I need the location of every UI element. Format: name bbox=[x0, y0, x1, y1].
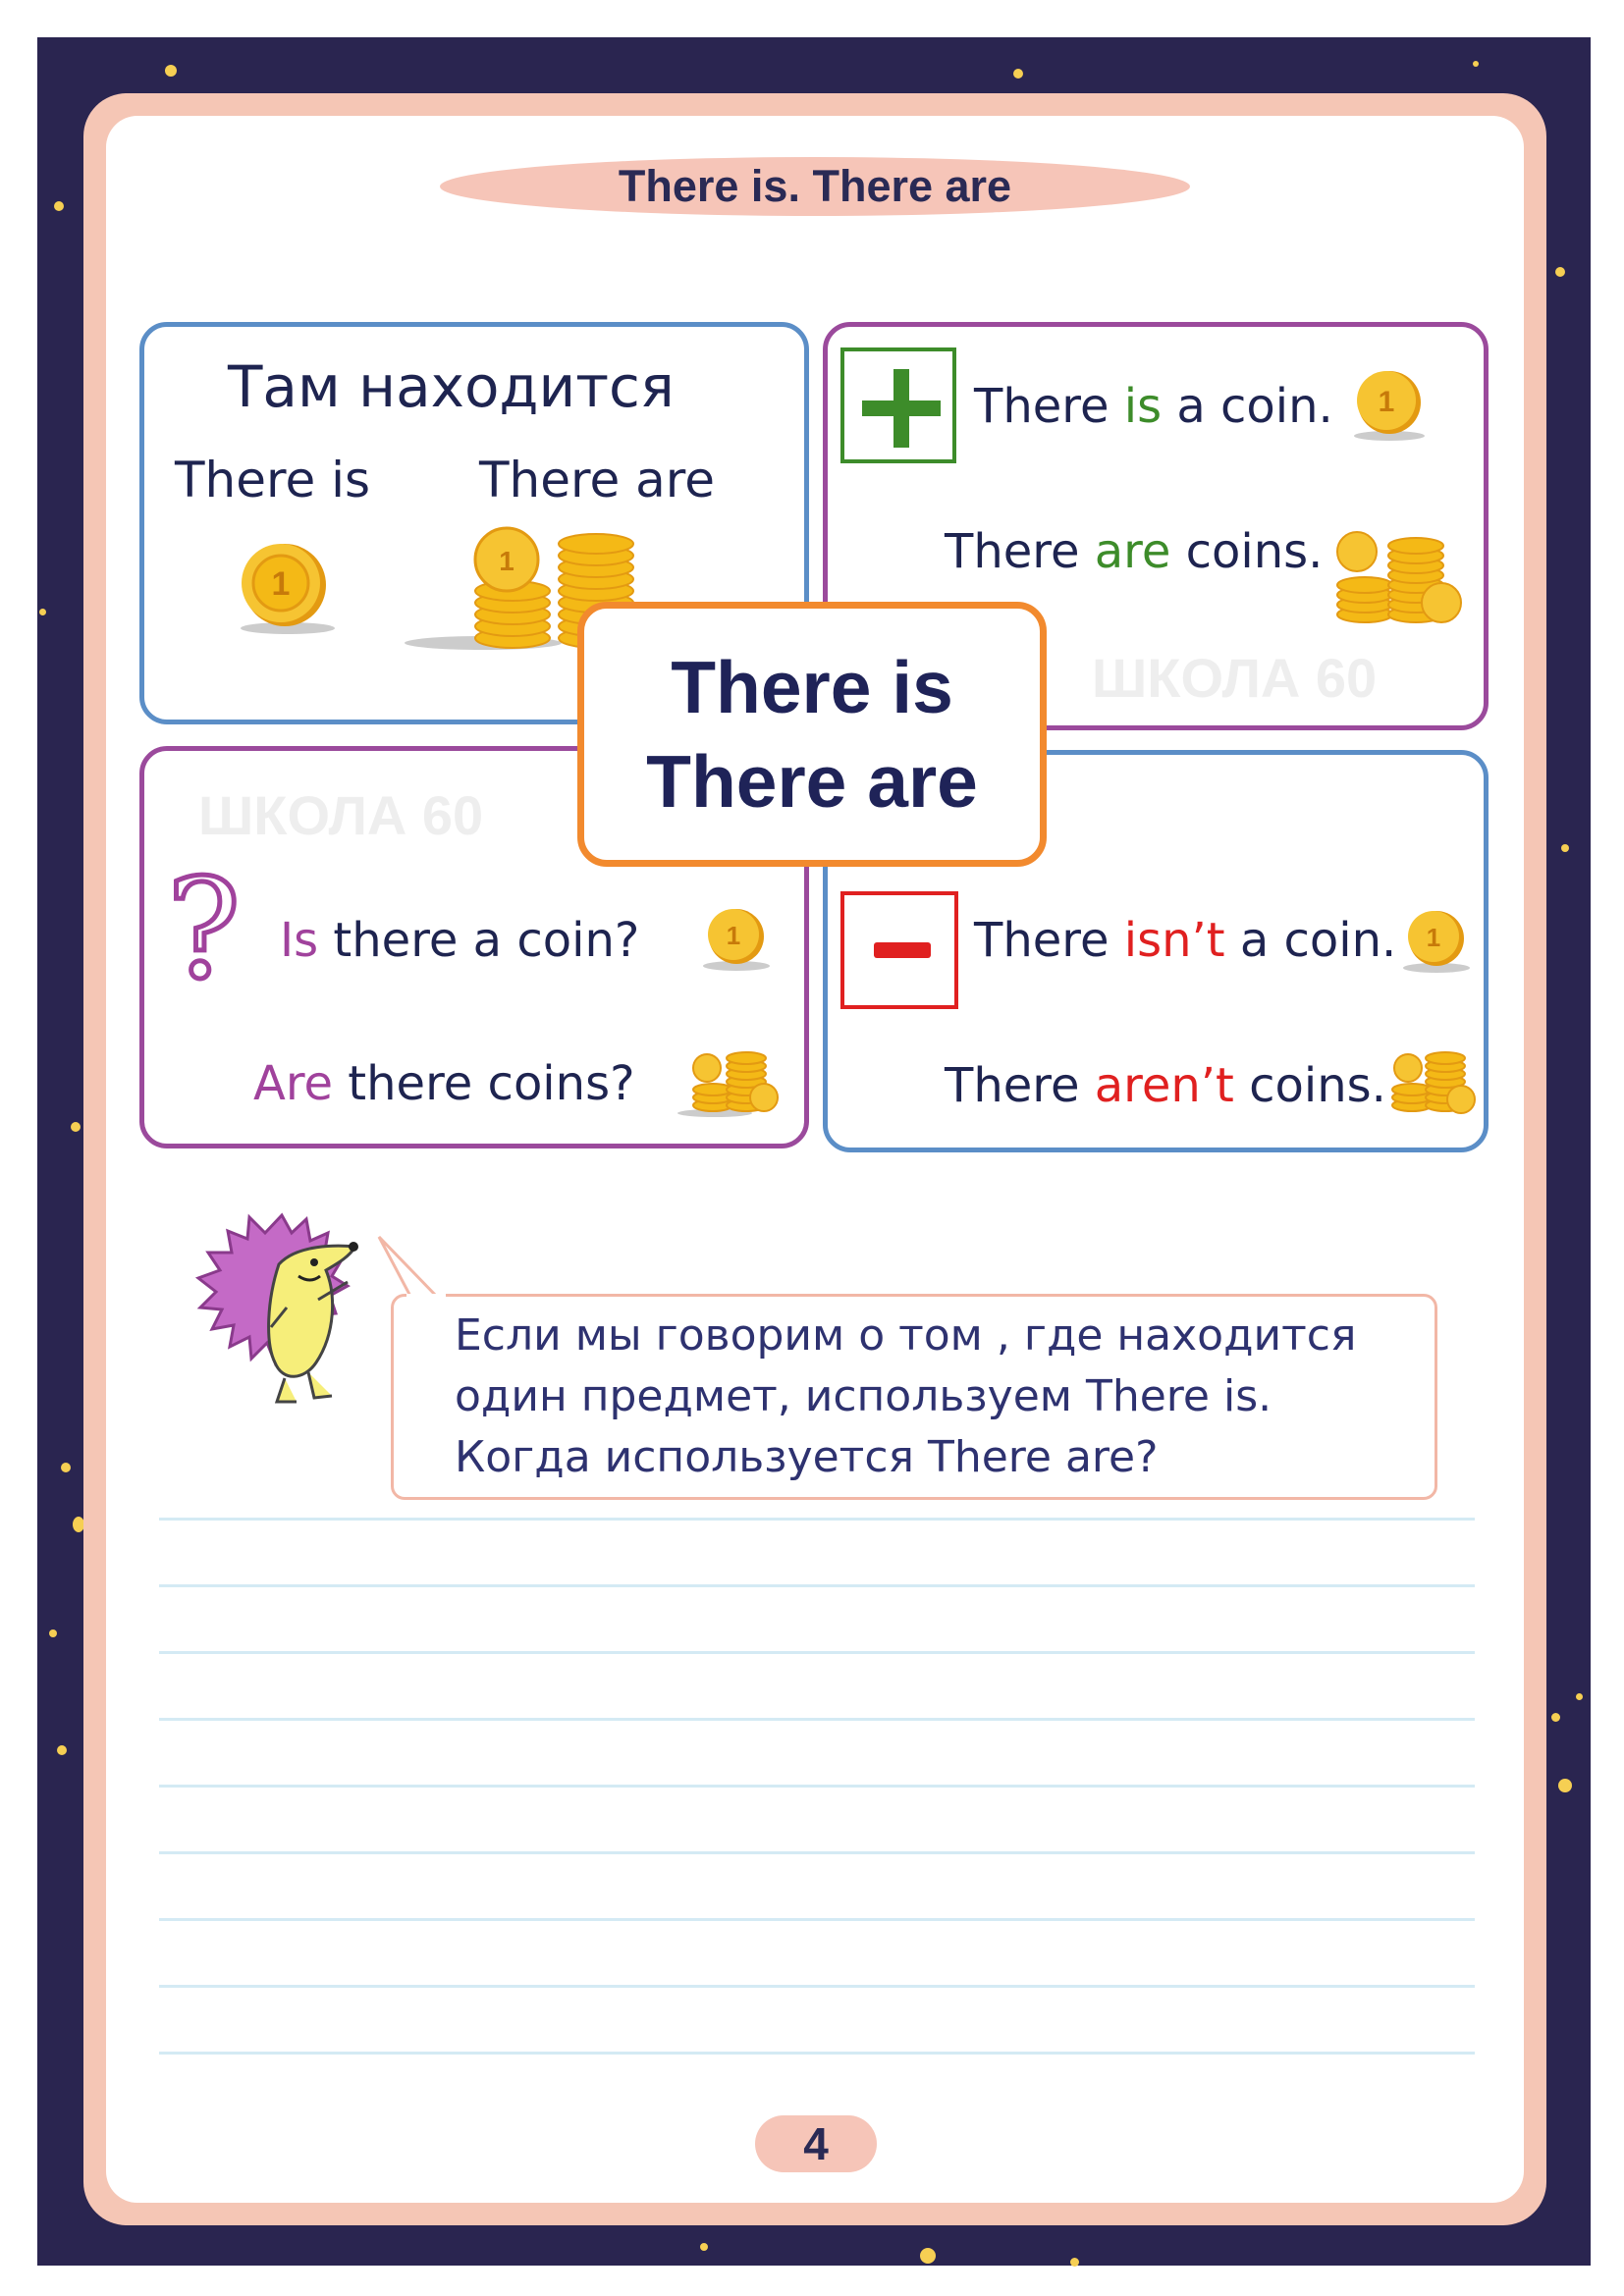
svg-text:1: 1 bbox=[1378, 386, 1395, 418]
page-title: There is. There are bbox=[440, 157, 1190, 216]
question-singular-verb: Is bbox=[280, 913, 319, 968]
svg-text:1: 1 bbox=[1426, 923, 1441, 952]
negative-singular bbox=[974, 913, 1396, 968]
plus-icon bbox=[840, 347, 956, 463]
question-plural bbox=[253, 1056, 635, 1111]
negative-plural-c: coins. bbox=[1233, 1058, 1386, 1113]
there-is-label: There is bbox=[175, 452, 371, 508]
affirmative-singular-a: There bbox=[974, 379, 1124, 434]
center-title-box bbox=[577, 602, 1047, 867]
hedgehog-icon bbox=[189, 1205, 375, 1412]
negative-plural-verb: aren’t bbox=[1094, 1058, 1234, 1113]
negative-singular-a: There bbox=[974, 913, 1124, 968]
watermark-bottom: ШКОЛА 60 bbox=[198, 784, 484, 846]
speech-bubble-tail bbox=[377, 1235, 446, 1309]
affirmative-singular-c: a coin. bbox=[1162, 379, 1333, 434]
question-plural-b: there coins? bbox=[333, 1056, 635, 1111]
question-singular-b: there a coin? bbox=[318, 913, 640, 968]
question-plural-verb: Are bbox=[253, 1056, 334, 1111]
svg-text:1: 1 bbox=[726, 921, 741, 950]
center-title-line1: There is bbox=[671, 646, 953, 728]
negative-plural-a: There bbox=[945, 1058, 1095, 1113]
svg-text:1: 1 bbox=[499, 546, 514, 576]
center-title-line2: There are bbox=[646, 740, 978, 823]
small-coin-stack-icon bbox=[676, 1041, 784, 1119]
affirmative-plural bbox=[945, 524, 1323, 579]
minus-icon bbox=[840, 891, 958, 1009]
question-singular bbox=[280, 913, 639, 968]
speech-text bbox=[455, 1306, 1427, 1488]
speech-line-1: Если мы говорим о том , где находится bbox=[455, 1310, 1357, 1361]
small-coin-icon bbox=[699, 903, 774, 972]
affirmative-plural-c: coins. bbox=[1170, 524, 1324, 579]
affirmative-singular bbox=[974, 379, 1333, 434]
small-coin-icon bbox=[1399, 905, 1474, 974]
small-coin-stack-icon bbox=[1380, 1041, 1479, 1119]
negative-singular-verb: isn’t bbox=[1123, 913, 1225, 968]
svg-text:1: 1 bbox=[271, 565, 291, 603]
watermark-top: ШКОЛА 60 bbox=[1092, 647, 1378, 709]
negative-singular-c: a coin. bbox=[1224, 913, 1397, 968]
affirmative-plural-a: There bbox=[945, 524, 1095, 579]
small-coin-stack-icon bbox=[1326, 516, 1473, 630]
small-coin-icon bbox=[1350, 367, 1429, 442]
there-are-label: There are bbox=[479, 452, 715, 508]
negative-plural bbox=[945, 1058, 1386, 1113]
question-icon: ? bbox=[167, 850, 242, 1010]
translation-heading: Там находится bbox=[228, 353, 675, 420]
single-coin-icon bbox=[234, 538, 342, 636]
speech-line-2: один предмет, используем There is. bbox=[455, 1371, 1272, 1421]
affirmative-singular-verb: is bbox=[1123, 379, 1163, 434]
affirmative-plural-verb: are bbox=[1094, 524, 1171, 579]
page-number: 4 bbox=[755, 2115, 877, 2172]
speech-line-3: Когда используется There are? bbox=[455, 1432, 1159, 1482]
